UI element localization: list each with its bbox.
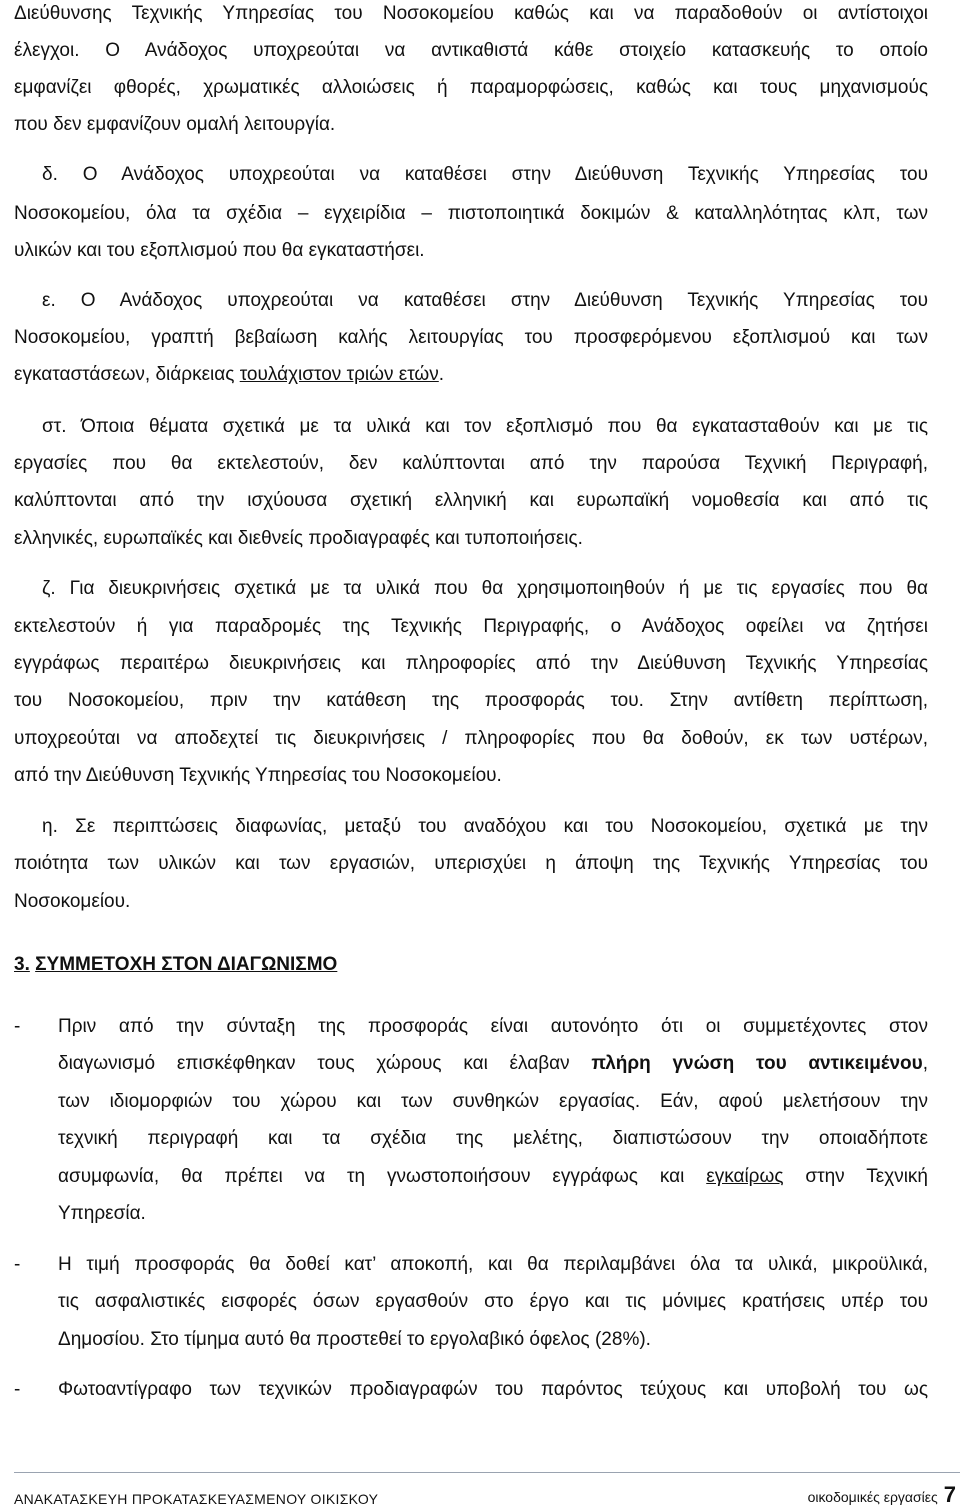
text-line: Νοσοκομείου, γραπτή βεβαίωση καλής λειτουργίας του προσφερόμενου εξοπλισμού και των [14,327,928,348]
footer-section-label: οικοδομικές εργασίες [807,1489,938,1505]
section-number: 3. [14,954,30,975]
bullet-dash: - [14,1379,21,1400]
text-line: εργασίες που θα εκτελεστούν, δεν καλύπτονται από την παρούσα Τεχνική Περιγραφή, [14,453,928,474]
text-line: Διεύθυνσης Τεχνικής Υπηρεσίας του Νοσοκομείου καθώς και να παραδοθούν οι αντίστοιχοι [14,3,928,24]
text-line: Υπηρεσία. [58,1203,146,1224]
text-line: ελληνικές, ευρωπαϊκές και διεθνείς προδιαγραφές και τυποποιήσεις. [14,528,583,549]
text-span: . [438,364,445,385]
text-line: που δεν εμφανίζουν ομαλή λειτουργία. [14,114,336,135]
underlined-text: τουλάχιστον τριών ετών [239,364,439,385]
footer-document-title: ΑΝΑΚΑΤΑΣΚΕΥΗ ΠΡΟΚΑΤΑΣΚΕΥΑΣΜΕΝΟΥ ΟΙΚΙΣΚΟΥ [14,1491,379,1507]
text-line: υλικών και του εξοπλισμού που θα εγκαταστήσει. [14,240,425,261]
text-line: ποιότητα των υλικών και των εργασιών, υπερισχύει η άποψη της Τεχνικής Υπηρεσίας του [14,853,928,874]
text-line: στ. Όποια θέματα σχετικά με τα υλικά και τον εξοπλισμό που θα εγκατασταθούν και με τις [42,416,928,437]
text-span: εγκαταστάσεων, διάρκειας [14,364,240,385]
text-line: ζ. Για διευκρινήσεις σχετικά με τα υλικά που θα χρησιμοποιηθούν ή με τις εργασίες που θα [42,578,928,599]
page-number: 7 [943,1482,956,1507]
text-line: Πριν από την σύνταξη της προσφοράς είναι αυτονόητο ότι οι συμμετέχοντες στον [58,1016,928,1037]
bullet-dash: - [14,1254,21,1275]
text-span: διαγωνισμό επισκέφθηκαν τους χώρους και έλαβαν [58,1053,592,1074]
text-line: η. Σε περιπτώσεις διαφωνίας, μεταξύ του αναδόχου και του Νοσοκομείου, σχετικά με την [42,816,928,837]
text-line [58,1165,928,1189]
text-line: τις ασφαλιστικές εισφορές όσων εργασθούν στο έργο και τις μόνιμες κρατήσεις υπέρ του [58,1291,928,1312]
footer-section [808,1482,956,1510]
text-line: εγγράφως περαιτέρω διευκρινήσεις και πληροφορίες από την Διεύθυνση Τεχνικής Υπηρεσίας [14,653,928,674]
text-line: ε. Ο Ανάδοχος υποχρεούται να καταθέσει στην Διεύθυνση Τεχνικής Υπηρεσίας του [42,290,928,311]
text-line: Δημοσίου. Στο τίμημα αυτό θα προστεθεί το εργολαβικό όφελος (28%). [58,1329,651,1350]
underlined-text: εγκαίρως [706,1166,784,1187]
text-line: υποχρεούται να αποδεχτεί τις διευκρινήσεις / πληροφορίες που θα δοθούν, εκ των υστέρων, [14,728,928,749]
text-span: , [922,1053,928,1074]
text-line [58,1052,928,1076]
text-line: από την Διεύθυνση Τεχνικής Υπηρεσίας του Νοσοκομείου. [14,765,502,786]
bullet-dash: - [14,1016,21,1037]
text-line: εκτελεστούν ή για παραδρομές της Τεχνικής Περιγραφής, ο Ανάδοχος οφείλει να ζητήσει [14,616,928,637]
text-span: ασυμφωνία, θα πρέπει να τη γνωστοποιήσουν εγγράφως και [58,1166,707,1187]
text-line: των ιδιομορφιών του χώρου και των συνθηκών εργασίας. Εάν, αφού μελετήσουν την [58,1091,928,1112]
footer-divider [14,1472,960,1473]
text-line: Φωτοαντίγραφο των τεχνικών προδιαγραφών του παρόντος τεύχους και υποβολή του ως [58,1379,928,1400]
text-line: δ. Ο Ανάδοχος υποχρεούται να καταθέσει στην Διεύθυνση Τεχνικής Υπηρεσίας του [42,164,928,185]
text-line: τεχνική περιγραφή και τα σχέδια της μελέτης, διαπιστώσουν την οποιαδήποτε [58,1128,928,1149]
text-line: εμφανίζει φθορές, χρωματικές αλλοιώσεις ή παραμορφώσεις, καθώς και τους μηχανισμούς [14,77,928,98]
text-line: του Νοσοκομείου, πριν την κατάθεση της προσφοράς του. Στην αντίθετη περίπτωση, [14,690,928,711]
text-span: στην Τεχνική [783,1166,928,1187]
text-line: έλεγχοι. Ο Ανάδοχος υποχρεούται να αντικαθιστά κάθε στοιχείο κατασκευής το οποίο [14,40,928,61]
text-line: καλύπτονται από την ισχύουσα σχετική ελληνική και ευρωπαϊκή νομοθεσία και από τις [14,490,928,511]
bold-text: πλήρη γνώση του αντικειμένου [591,1053,923,1074]
text-line: Η τιμή προσφοράς θα δοθεί κατ’ αποκοπή, και θα περιλαμβάνει όλα τα υλικά, μικροϋλικά, [58,1254,928,1275]
text-line: Νοσοκομείου, όλα τα σχέδια – εγχειρίδια – πιστοποιητικά δοκιμών & καταλληλότητας κλπ, των [14,203,928,224]
text-line [14,363,928,387]
section-heading [14,953,337,977]
section-title: ΣΥΜΜΕΤΟΧΗ ΣΤΟΝ ΔΙΑΓΩΝΙΣΜΟ [35,954,338,975]
text-line: Νοσοκομείου. [14,891,131,912]
